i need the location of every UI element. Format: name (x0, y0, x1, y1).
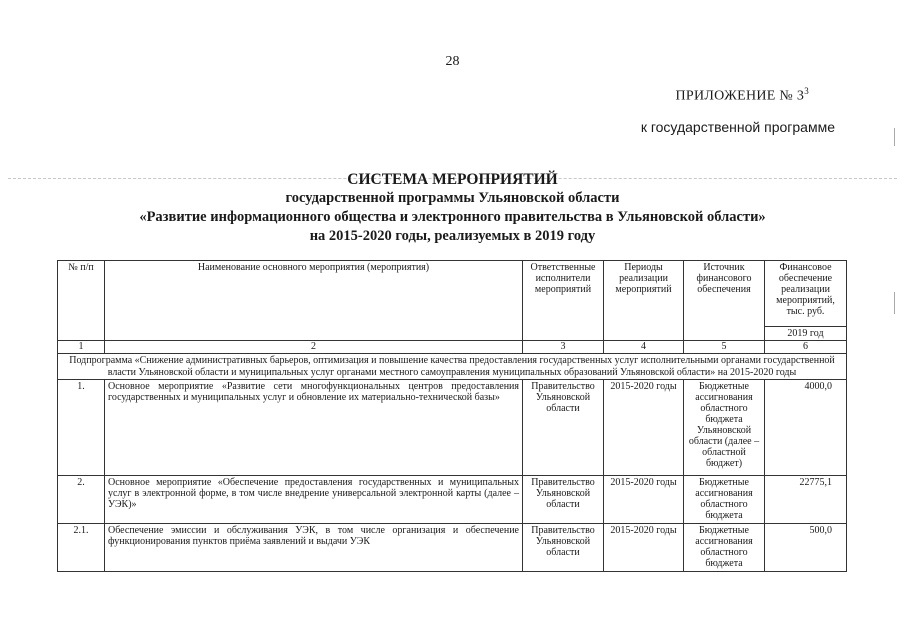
title-line-2: государственной программы Ульяновской области (285, 190, 620, 206)
col-number-1: 1 (58, 341, 105, 354)
row-amount: 22775,1 (765, 476, 847, 524)
table-row (58, 476, 847, 524)
row-executor: Правительство Ульяновской области (523, 380, 604, 476)
col-number-5: 5 (684, 341, 765, 354)
title-line-1: СИСТЕМА МЕРОПРИЯТИЙ (347, 171, 558, 188)
row-name: Обеспечение эмиссии и обслуживания УЭК, в том числе организация и обеспечение функционирования пунктов приёма заявлений и выдачи УЭК (105, 524, 523, 572)
appendix-label (675, 86, 809, 105)
header-finance: Финансовое обеспечение реализации мероприятий, тыс. руб. (765, 261, 847, 327)
col-number-6: 6 (765, 341, 847, 354)
header-executors: Ответственные исполнители мероприятий (523, 261, 604, 341)
header-periods: Периоды реализации мероприятий (604, 261, 684, 341)
to-program-label: к государственной программе (640, 119, 835, 135)
header-name: Наименование основного мероприятия (мероприятия) (105, 261, 523, 341)
header-num: № п/п (58, 261, 105, 341)
table-row (58, 524, 847, 572)
table-row (58, 380, 847, 476)
row-executor: Правительство Ульяновской области (523, 476, 604, 524)
row-number: 1. (58, 380, 105, 476)
scan-edge-mark (894, 128, 895, 146)
events-table (57, 260, 847, 572)
row-amount: 4000,0 (765, 380, 847, 476)
page-number: 28 (445, 54, 460, 69)
title-line-3: «Развитие информационного общества и электронного правительства в Ульяновской области» (139, 209, 766, 225)
document-title (0, 170, 905, 246)
row-amount: 500,0 (765, 524, 847, 572)
row-source: Бюджетные ассигнования областного бюджета (684, 476, 765, 524)
header-source: Источник финансового обеспечения (684, 261, 765, 341)
col-number-2: 2 (105, 341, 523, 354)
row-executor: Правительство Ульяновской области (523, 524, 604, 572)
appendix-text: ПРИЛОЖЕНИЕ № 3 (675, 88, 805, 104)
row-period: 2015-2020 годы (604, 524, 684, 572)
subprogram-title: Подпрограмма «Снижение административных барьеров, оптимизация и повышение качества предоставления государственных услуг исполнительными органами государственной власти Ульяновской области и муниципальных услуг органами местного самоуправления муниципальных образований Ульяновской области» на 2015-2020 годы (58, 354, 847, 380)
header-year: 2019 год (765, 327, 847, 341)
row-source: Бюджетные ассигнования областного бюджета Ульяновской области (далее – областной бюджет) (684, 380, 765, 476)
title-line-4: на 2015-2020 годы, реализуемых в 2019 году (309, 228, 596, 244)
scan-edge-mark (894, 292, 895, 314)
row-number: 2.1. (58, 524, 105, 572)
row-name: Основное мероприятие «Развитие сети многофункциональных центров предоставления государственных и муниципальных услуг и обновление их материально-технической базы» (105, 380, 523, 476)
row-number: 2. (58, 476, 105, 524)
appendix-superscript: 3 (804, 86, 809, 96)
row-name: Основное мероприятие «Обеспечение предоставления государственных и муниципальных услуг в электронной форме, в том числе внедрение универсальной электронной карты (далее – УЭК)» (105, 476, 523, 524)
col-number-3: 3 (523, 341, 604, 354)
row-source: Бюджетные ассигнования областного бюджета (684, 524, 765, 572)
row-period: 2015-2020 годы (604, 380, 684, 476)
row-period: 2015-2020 годы (604, 476, 684, 524)
col-number-4: 4 (604, 341, 684, 354)
